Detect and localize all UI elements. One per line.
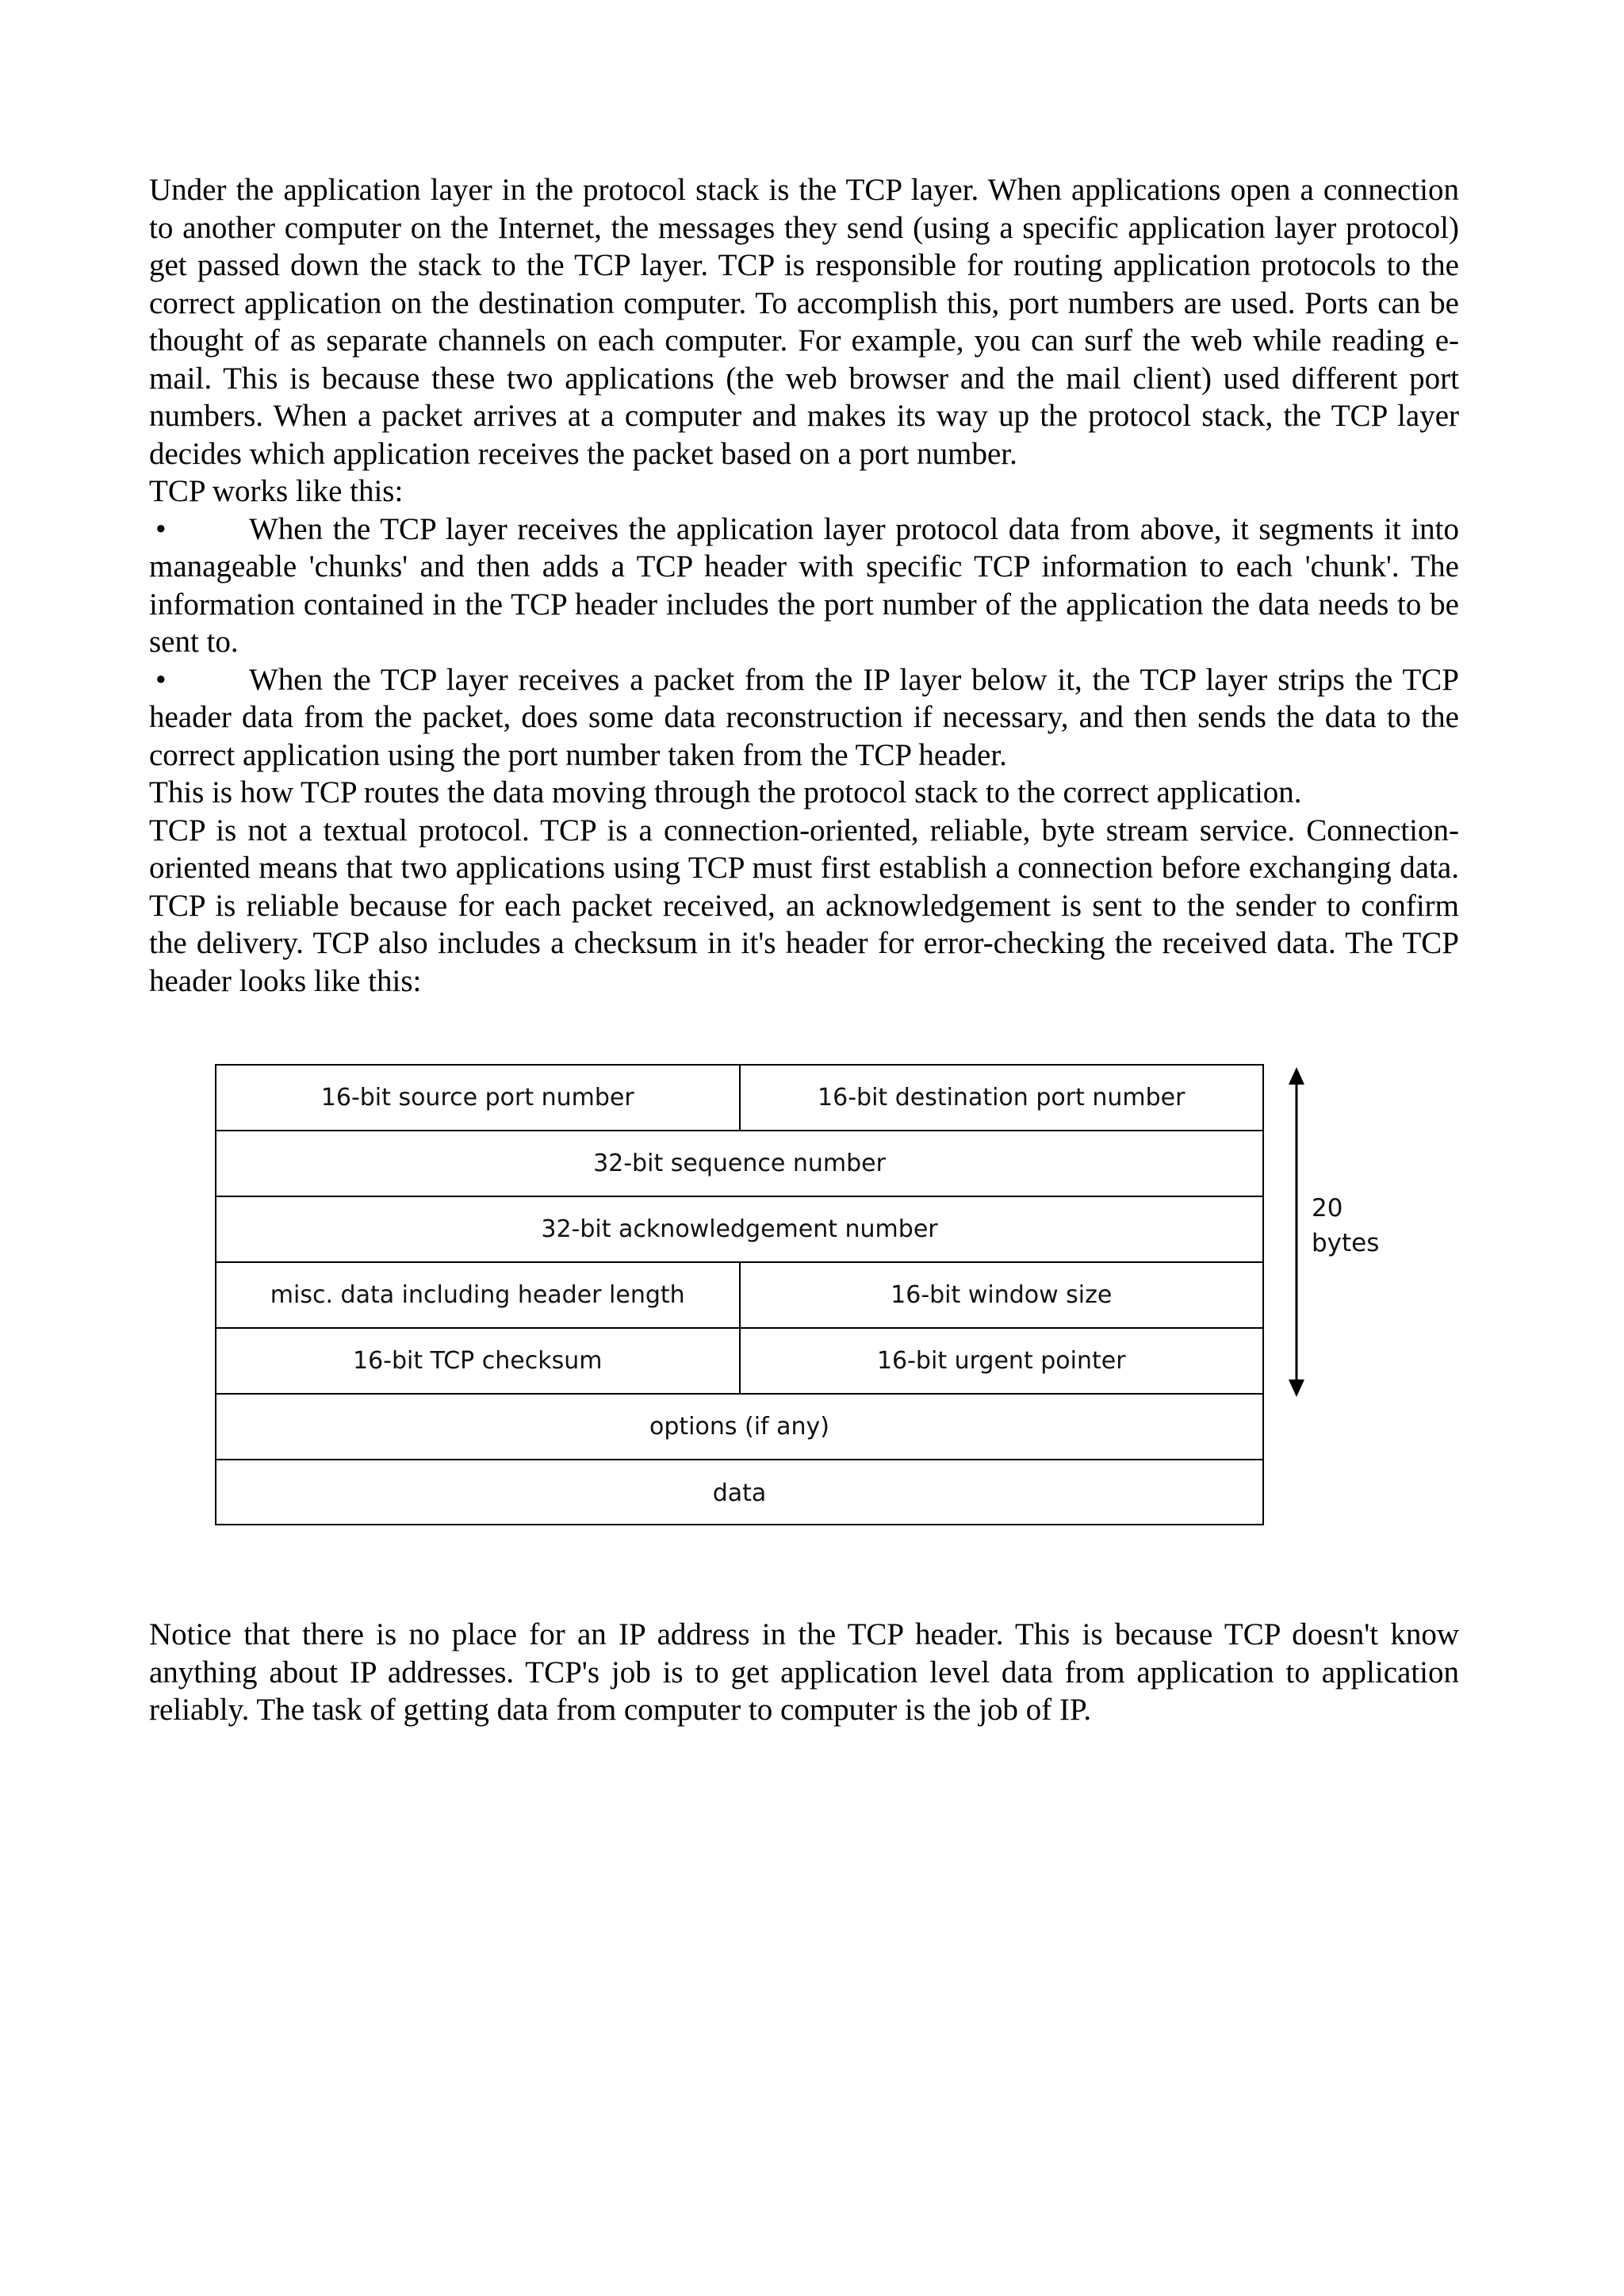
ack-number-cell: 32-bit acknowledgement number: [541, 1215, 938, 1243]
diagram-row: [216, 1329, 1262, 1395]
bullet-icon: •: [155, 662, 167, 697]
diagram-row: [216, 1131, 1262, 1197]
bullet-item: [149, 661, 1459, 775]
works-intro: TCP works like this:: [149, 474, 404, 508]
body-text-top: [149, 171, 1459, 1000]
header-size-label: [1312, 1191, 1379, 1261]
protocol-paragraph: TCP is not a textual protocol. TCP is a connection-oriented, reliable, byte stream service. Connection-oriented means that two applications using TCP must first establish a connection before exchanging data. TCP is reliable because for each packet received, an acknowledgement is sent to the sender to confirm the delivery. TCP also includes a checksum in it's header for error-checking the received data. The TCP header looks like this:: [149, 813, 1459, 998]
bullet-text: When the TCP layer receives the application layer protocol data from above, it segments it into manageable 'chunks' and then adds a TCP header with specific TCP information to each 'chunk'. The information contained in the TCP header includes the port number of the application the data needs to be sent to.: [149, 511, 1459, 659]
tcp-header-diagram: [215, 1064, 1264, 1525]
size-unit: bytes: [1312, 1229, 1380, 1257]
sequence-number-cell: 32-bit sequence number: [593, 1150, 886, 1177]
data-cell: data: [712, 1479, 767, 1507]
diagram-row: [216, 1066, 1262, 1131]
diagram-row: [216, 1460, 1262, 1526]
bullet-item: [149, 511, 1459, 661]
diagram-row: [216, 1263, 1262, 1329]
diagram-row: [216, 1395, 1262, 1460]
source-port-cell: 16-bit source port number: [216, 1066, 741, 1130]
bullet-icon: •: [155, 511, 167, 546]
window-size-cell: 16-bit window size: [891, 1281, 1113, 1309]
destination-port-cell: 16-bit destination port number: [818, 1084, 1185, 1112]
routing-sentence: This is how TCP routes the data moving through the protocol stack to the correct application.: [149, 775, 1302, 809]
options-cell: options (if any): [649, 1413, 830, 1441]
bullet-text: When the TCP layer receives a packet from the IP layer below it, the TCP layer strips the TCP header data from the packet, does some data reconstruction if necessary, and then sends the data to the correct application using the port number taken from the TCP header.: [149, 662, 1459, 772]
double-arrow-icon: [1285, 1067, 1308, 1397]
size-value: 20: [1312, 1194, 1343, 1223]
closing-paragraph: Notice that there is no place for an IP address in the TCP header. This is because TCP doesn't know anything about IP addresses. TCP's job is to get application level data from application to application reliably. The task of getting data from computer to computer is the job of IP.: [149, 1617, 1459, 1727]
checksum-cell: 16-bit TCP checksum: [216, 1329, 741, 1393]
diagram-row: [216, 1197, 1262, 1263]
misc-data-cell: misc. data including header length: [216, 1263, 741, 1327]
intro-paragraph: Under the application layer in the protocol stack is the TCP layer. When applications open a connection to another computer on the Internet, the messages they send (using a specific application layer protocol) get passed down the stack to the TCP layer. TCP is responsible for routing application protocols to the correct application on the destination computer. To accomplish this, port numbers are used. Ports can be thought of as separate channels on each computer. For example, you can surf the web while reading e-mail. This is because these two applications (the web browser and the mail client) used different port numbers. When a packet arrives at a computer and makes its way up the protocol stack, the TCP layer decides which application receives the packet based on a port number.: [149, 173, 1459, 471]
urgent-pointer-cell: 16-bit urgent pointer: [876, 1347, 1126, 1375]
body-text-bottom: [149, 1616, 1459, 1729]
